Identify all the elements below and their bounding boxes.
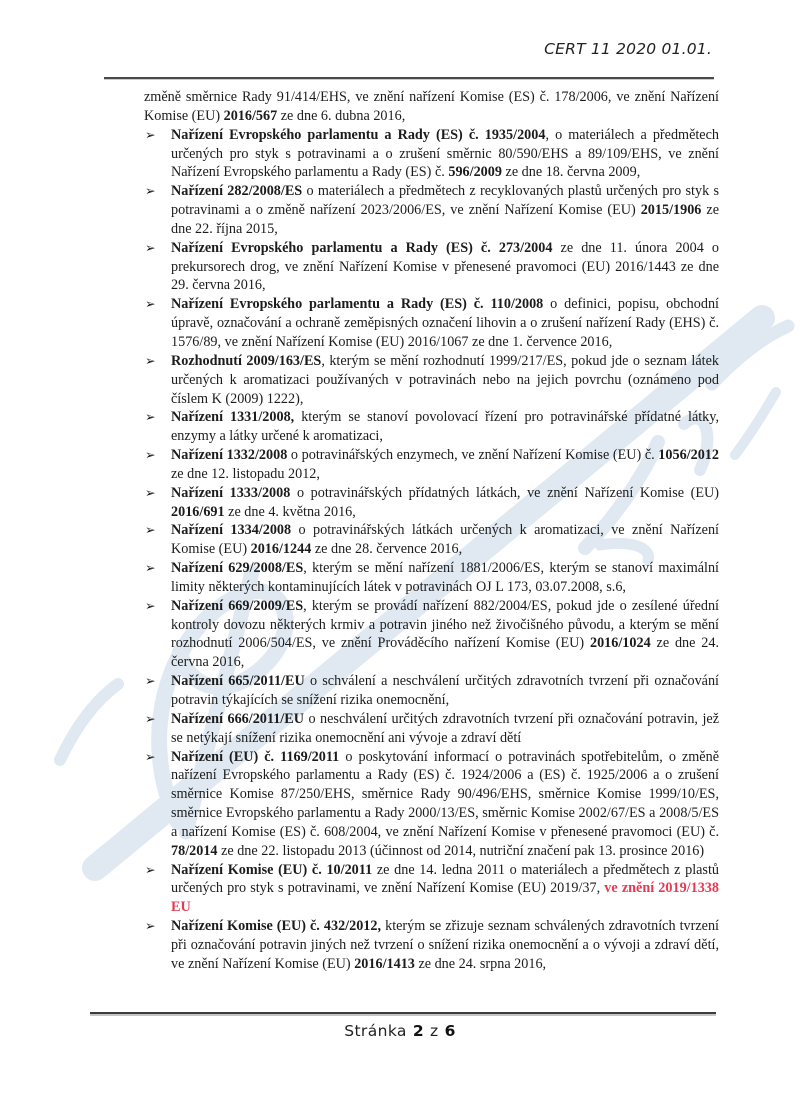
item-text [171, 239, 719, 296]
text-segment: o neschválení určitých zdravotních tvrzení při označování potravin, jež se netýkají snížení rizika onemocnění ani vývoje a zdraví dětí [171, 710, 719, 746]
item-text [171, 748, 719, 861]
text-segment: , kterým se mění nařízení 1881/2006/ES, kterým se stanoví maximální limity některých kontaminujících látek v potravinách OJ L 173, 03.07.2008, s.6, [171, 560, 719, 595]
text-segment: Nařízení 282/2008/ES [171, 183, 303, 200]
text-segment: kterým se zřizuje seznam schválených zdravotních tvrzení při označování potravin jiných než tvrzení o snížení rizika onemocnění a o vývoji a zdraví dětí, ve znění Nařízení Komise (EU) [171, 918, 719, 972]
text-segment: Nařízení 1333/2008 [171, 484, 291, 501]
page-separator: z [430, 1022, 439, 1040]
page-number-label: Stránka [344, 1022, 407, 1040]
text-segment: Nařízení 1331/2008, [171, 409, 295, 426]
list-item [144, 559, 719, 597]
text-segment: Nařízení Komise (EU) č. 432/2012, [171, 918, 382, 935]
arrow-bullet-icon: ➢ [145, 447, 156, 463]
item-text [171, 917, 719, 974]
list-item [144, 710, 719, 748]
text-segment: Nařízení Komise (EU) č. 10/2011 [171, 861, 373, 878]
item-text [171, 182, 719, 239]
arrow-bullet-icon: ➢ [145, 560, 156, 576]
text-segment: , o materiálech a předmětech určených pro styk s potravinami a o zrušení směrnic 80/590/EHS a 89/109/EHS, ve znění Nařízení Evropského parlamentu a Rady (ES) č. [171, 126, 719, 181]
text-segment: Nařízení Evropského parlamentu a Rady (ES) č. 110/2008 [171, 296, 544, 313]
list-item [144, 446, 719, 484]
total-pages: 6 [444, 1022, 456, 1040]
list-item [144, 917, 719, 974]
text-segment: 1056/2012 [658, 447, 719, 464]
text-segment: Rozhodnutí 2009/163/ES [171, 352, 322, 369]
item-text [171, 484, 719, 522]
text-segment: Nařízení Evropského parlamentu a Rady (ES) č. 1935/2004 [171, 126, 546, 143]
item-text [171, 295, 719, 352]
item-text [171, 861, 719, 918]
list-item [144, 126, 719, 183]
current-page: 2 [412, 1022, 425, 1040]
item-text [171, 597, 719, 672]
text-segment: 2016/567 [223, 107, 278, 124]
text-segment: o materiálech a předmětech z recyklovaných plastů určených pro styk s potravinami a o změně nařízení 2023/2006/ES, ve znění Nařízení Komise (EU) [171, 183, 719, 219]
text-segment: ze dne 22. října 2015, [171, 202, 719, 237]
arrow-bullet-icon: ➢ [145, 296, 156, 312]
text-segment: o definici, popisu, obchodní úpravě, označování a ochraně zeměpisných označení lihovin a o zrušení nařízení Rady (EHS) č. 1576/89, ve znění Nařízení Komise (EU) 2016/1067 ze dne 1. července 2016, [171, 296, 719, 350]
text-segment: ze dne 12. listopadu 2012, [171, 465, 320, 482]
intro-paragraph [144, 88, 719, 126]
item-text [171, 521, 719, 559]
text-segment: ze dne 6. dubna 2016, [277, 107, 406, 124]
arrow-bullet-icon: ➢ [145, 484, 156, 500]
list-item [144, 748, 719, 861]
list-item [144, 239, 719, 296]
bulleted-items [144, 126, 719, 974]
arrow-bullet-icon: ➢ [145, 183, 156, 199]
header-reference: CERT 11 2020 01.01. [544, 40, 712, 58]
list-item [144, 408, 719, 446]
list-item [144, 521, 719, 559]
arrow-bullet-icon: ➢ [145, 710, 156, 726]
text-segment: Nařízení 666/2011/EU [171, 710, 304, 727]
text-segment: o schválení a neschválení určitých zdravotních tvrzení při označování potravin týkajících se snížení rizika onemocnění, [171, 673, 719, 708]
arrow-bullet-icon: ➢ [145, 522, 156, 538]
list-item [144, 182, 719, 239]
text-segment: Nařízení 669/2009/ES [171, 597, 304, 614]
footer-rule [90, 1012, 716, 1014]
text-segment: Nařízení (EU) č. 1169/2011 [171, 748, 340, 765]
text-segment: Nařízení Evropského parlamentu a Rady (ES) č. 273/2004 [171, 239, 553, 256]
text-segment: ze dne 22. listopadu 2013 (účinnost od 2014, nutriční značení pak 13. prosince 2016) [217, 842, 705, 859]
arrow-bullet-icon: ➢ [145, 918, 156, 934]
item-text [171, 446, 719, 484]
header-rule [104, 77, 714, 79]
text-segment: 2015/1906 [640, 202, 702, 219]
arrow-bullet-icon: ➢ [145, 409, 156, 425]
text-segment: o potravinářských přídatných látkách, ve znění Nařízení Komise (EU) [290, 484, 720, 501]
regulation-list [144, 88, 719, 974]
text-segment: 2016/1244 [250, 541, 312, 558]
text-segment: 596/2009 [448, 164, 502, 181]
text-segment: 2016/1024 [589, 635, 651, 652]
arrow-bullet-icon: ➢ [145, 673, 156, 689]
text-segment: ze dne 11. února 2004 o prekursorech drog, ve znění Nařízení Komise v přenesené pravomoci (EU) 2016/1443 ze dne 29. června 2016, [171, 239, 719, 294]
text-segment: změně směrnice Rady 91/414/EHS, ve znění nařízení Komise (ES) č. 178/2006, ve znění Nařízení Komise (EU) [144, 89, 719, 124]
item-text [171, 408, 719, 446]
text-segment: , kterým se provádí nařízení 882/2004/ES, pokud jde o zesílené úřední kontroly dovozu některých krmiv a potravin jiného než živočišného původu, a kterým se mění rozhodnutí 2006/504/ES, ve znění Prováděcího nařízení Komise (EU) [171, 597, 720, 652]
arrow-bullet-icon: ➢ [145, 597, 156, 613]
item-text [171, 126, 719, 183]
text-segment: kterým se stanoví povolovací řízení pro potravinářské přídatné látky, enzymy a látky určené k aromatizaci, [171, 409, 719, 445]
text-segment: ve znění 2019/1338 EU [171, 880, 719, 916]
item-text [171, 672, 719, 710]
list-item [144, 484, 719, 522]
text-segment: 2016/1413 [354, 955, 415, 972]
text-segment: ze dne 18. června 2009, [501, 164, 641, 181]
arrow-bullet-icon: ➢ [145, 861, 156, 877]
text-segment: 2016/691 [171, 503, 225, 520]
list-item [144, 597, 719, 672]
text-segment: , kterým se mění rozhodnutí 1999/217/ES, pokud jde o seznam látek určených k aromatizaci používaných v potravinách nebo na jejich povrchu (oznámeno pod číslem K (2009) 1222), [171, 352, 719, 407]
text-segment: ze dne 28. července 2016, [311, 541, 463, 558]
text-segment: Nařízení 1332/2008 [171, 447, 288, 464]
page-number [0, 1022, 800, 1040]
arrow-bullet-icon: ➢ [145, 352, 156, 368]
item-text [171, 352, 719, 409]
arrow-bullet-icon: ➢ [145, 748, 156, 764]
text-segment: Nařízení 665/2011/EU [171, 673, 305, 690]
arrow-bullet-icon: ➢ [145, 126, 156, 142]
text-segment: o potravinářských látkách určených k aromatizaci, ve znění Nařízení Komise (EU) [171, 522, 719, 558]
list-item [144, 672, 719, 710]
text-segment: 78/2014 [171, 842, 218, 859]
text-segment: o poskytování informací o potravinách spotřebitelům, o změně nařízení Evropského parlamentu a Rady (ES) č. 1924/2006 a (ES) č. 1925/2006 a o zrušení směrnice Komise 87/250/EHS, směrnice Rady 90/496/EHS, směrnice Komise 1999/10/ES, směrnice Evropského parlamentu a Rady 2000/13/ES, směrnic Komise 2002/67/ES a 2008/5/ES a nařízení Komise (ES) č. 608/2004, ve znění Nařízení Komise v přenesené pravomoci (EU) č. [171, 748, 719, 840]
text-segment: ze dne 24. srpna 2016, [414, 955, 547, 972]
text-segment: Nařízení 1334/2008 [171, 522, 292, 539]
item-text [171, 710, 719, 748]
text-segment: o potravinářských enzymech, ve znění Nařízení Komise (EU) č. [287, 447, 659, 464]
text-segment: ze dne 24. června 2016, [171, 635, 719, 671]
item-text [171, 559, 719, 597]
text-segment: ze dne 14. ledna 2011 o materiálech a předmětech z plastů určených pro styk s potravinami, ve znění Nařízení Komise (EU) 2019/37, [171, 861, 719, 897]
text-segment: ze dne 4. května 2016, [224, 503, 356, 520]
arrow-bullet-icon: ➢ [145, 239, 156, 255]
list-item [144, 295, 719, 352]
text-segment: Nařízení 629/2008/ES [171, 560, 304, 577]
list-item [144, 352, 719, 409]
list-item [144, 861, 719, 918]
